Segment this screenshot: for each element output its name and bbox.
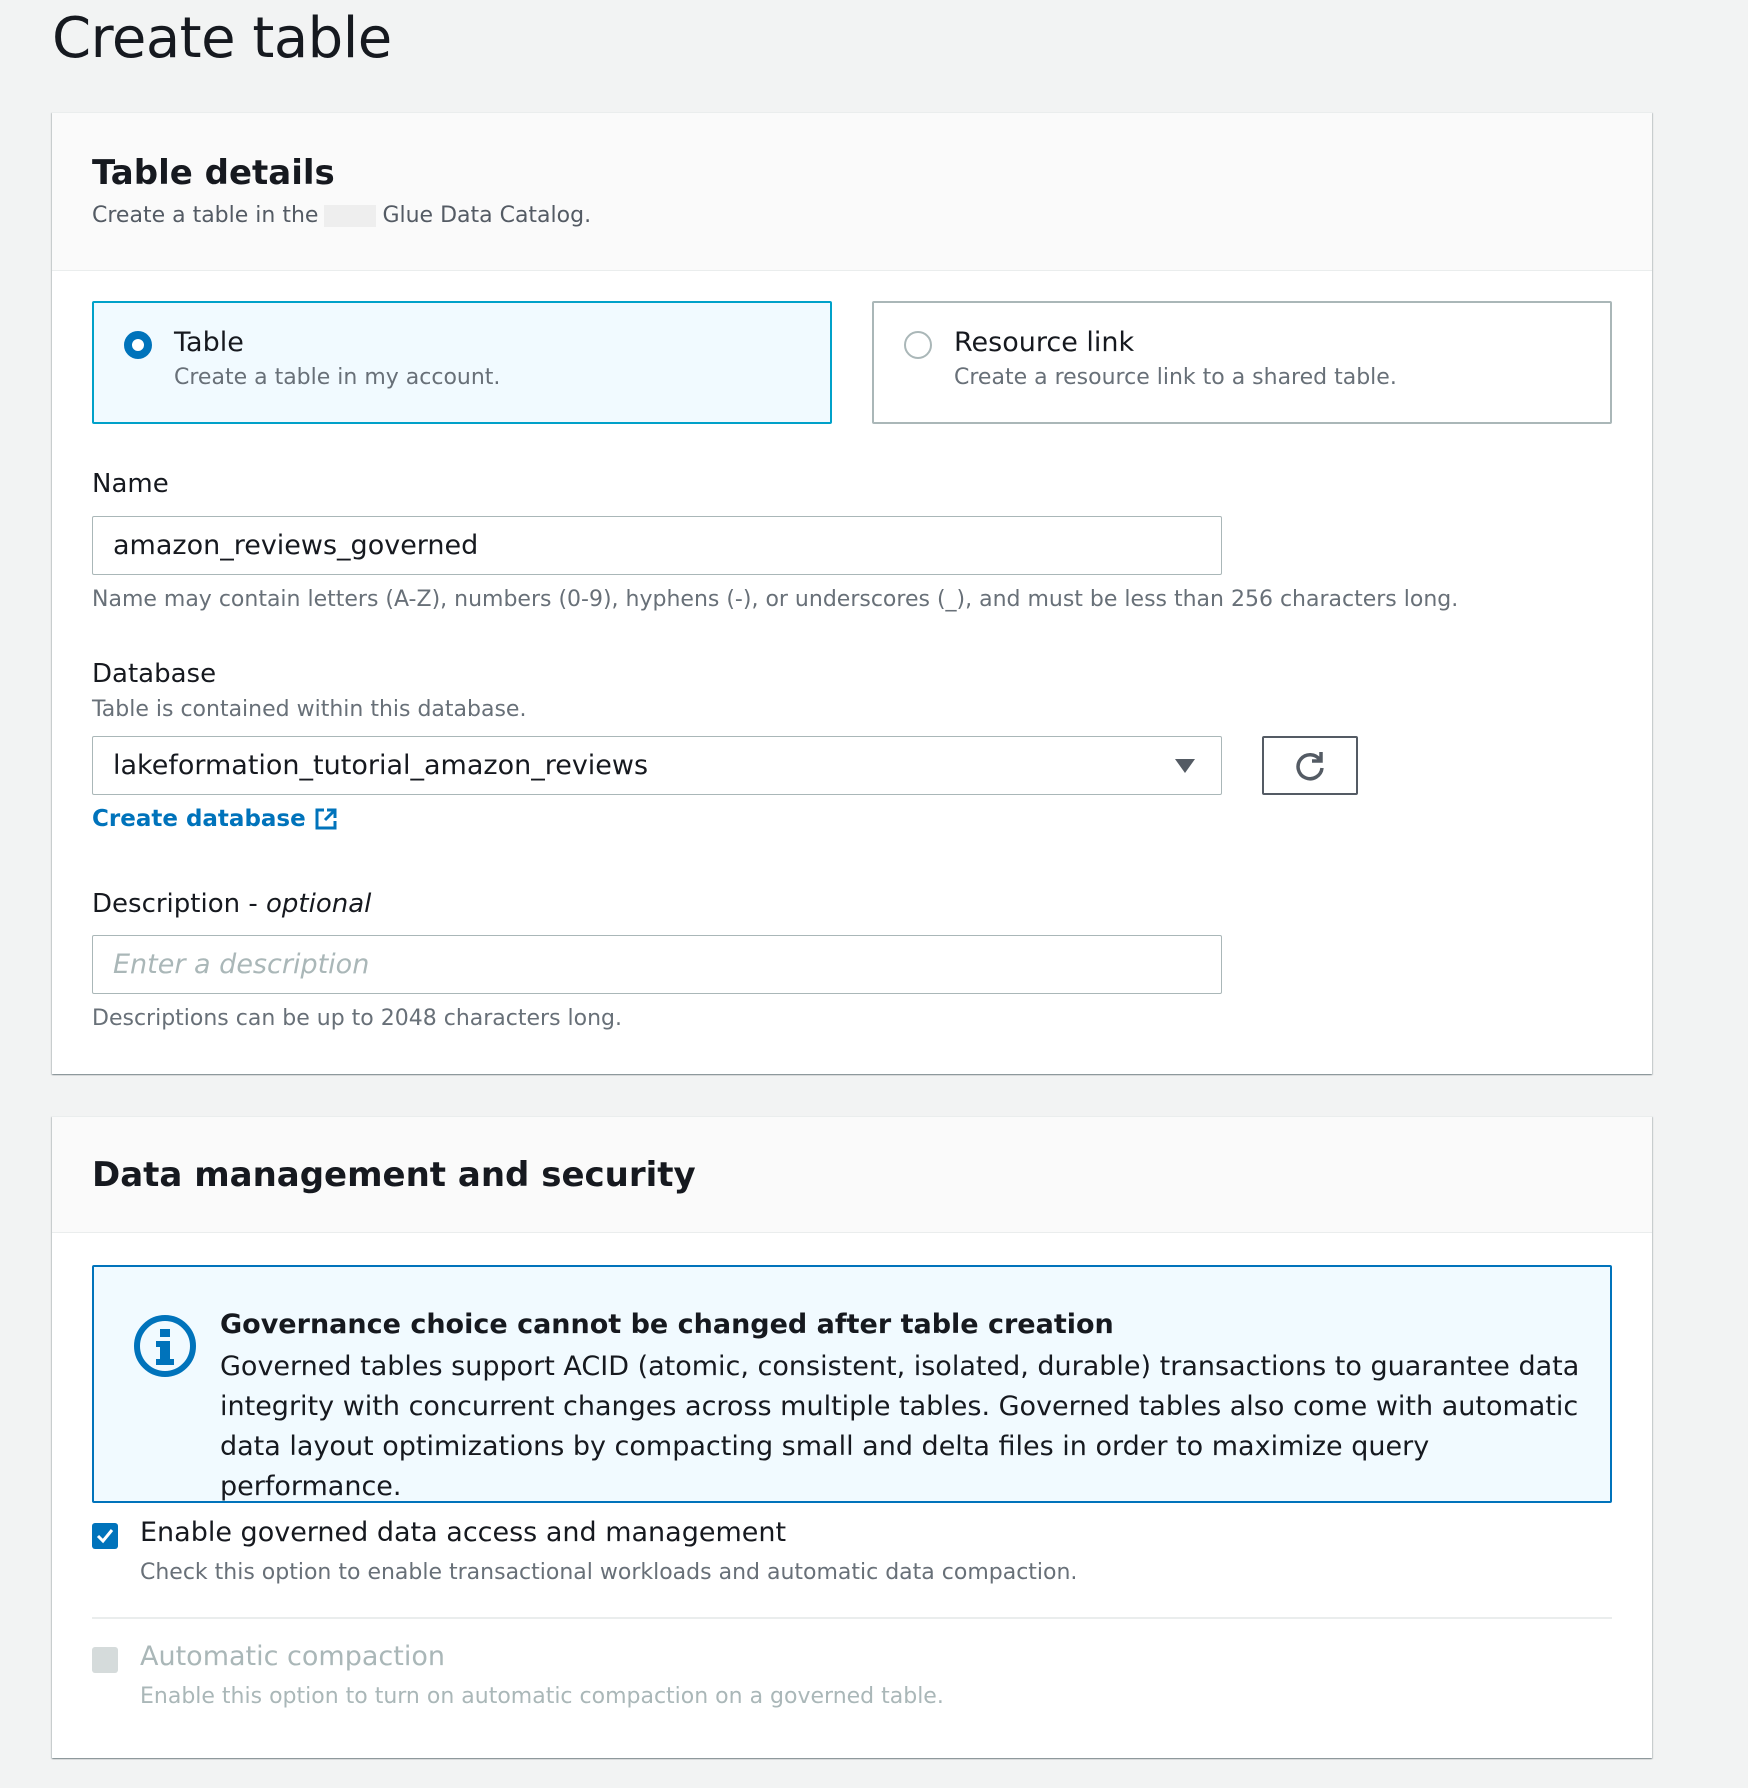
refresh-icon (1292, 748, 1328, 784)
database-label: Database (92, 659, 217, 689)
checkmark-icon (95, 1526, 115, 1546)
refresh-button[interactable] (1262, 736, 1358, 795)
description-input[interactable]: Enter a description (92, 935, 1222, 994)
tile-resource-link-label: Resource link (954, 327, 1135, 358)
database-select[interactable] (92, 736, 1222, 795)
caret-down-icon (1175, 759, 1195, 773)
tile-resource-link[interactable] (872, 301, 1612, 424)
create-database-label: Create database (92, 806, 306, 832)
description-label: Description - optional (92, 889, 372, 919)
table-details-panel (52, 112, 1652, 1074)
governed-description: Check this option to enable transactional workloads and automatic data compaction. (140, 1560, 1078, 1585)
data-management-header (52, 1117, 1652, 1233)
redacted-text (324, 205, 376, 227)
data-management-title: Data management and security (92, 1155, 696, 1195)
info-icon (132, 1313, 198, 1379)
subtitle-suffix: Glue Data Catalog. (382, 203, 592, 228)
tile-table-description: Create a table in my account. (174, 365, 501, 390)
database-selected-value: lakeformation_tutorial_amazon_reviews (113, 750, 649, 781)
info-title: Governance choice cannot be changed after table creation (220, 1309, 1114, 1340)
governed-label: Enable governed data access and management (140, 1517, 787, 1548)
data-management-panel (52, 1116, 1652, 1758)
compaction-description: Enable this option to turn on automatic compaction on a governed table. (140, 1684, 944, 1709)
tile-resource-link-description: Create a resource link to a shared table. (954, 365, 1397, 390)
table-details-header (52, 113, 1652, 271)
name-hint: Name may contain letters (A-Z), numbers (0-9), hyphens (-), or underscores (_), and must be less than 256 characters long. (92, 587, 1459, 612)
radio-table[interactable] (124, 331, 152, 359)
compaction-checkbox[interactable] (92, 1647, 118, 1673)
tile-table[interactable] (92, 301, 832, 424)
info-body: Governed tables support ACID (atomic, consistent, isolated, durable) transactions to guarantee data integrity with concurrent changes across multiple tables. Governed tables also come with automatic data layout optimizations by compacting small and delta files in order to maximize query performance. (220, 1351, 1580, 1502)
name-input[interactable]: amazon_reviews_governed (92, 516, 1222, 575)
name-label: Name (92, 469, 169, 499)
compaction-label: Automatic compaction (140, 1641, 445, 1672)
governed-checkbox[interactable] (92, 1523, 118, 1549)
optional-tag: optional (266, 889, 372, 919)
external-link-icon (314, 807, 338, 831)
table-details-title: Table details (92, 153, 335, 193)
database-description: Table is contained within this database. (92, 697, 527, 722)
description-hint: Descriptions can be up to 2048 characters long. (92, 1006, 622, 1031)
subtitle-prefix: Create a table in the (92, 203, 319, 228)
divider (92, 1617, 1612, 1619)
governance-info-alert (92, 1265, 1612, 1503)
tile-table-label: Table (174, 327, 244, 358)
table-details-subtitle (92, 203, 591, 228)
description-label-text: Description (92, 889, 241, 919)
radio-resource-link[interactable] (904, 331, 932, 359)
page-title: Create table (52, 6, 392, 71)
create-database-link[interactable] (92, 806, 338, 832)
